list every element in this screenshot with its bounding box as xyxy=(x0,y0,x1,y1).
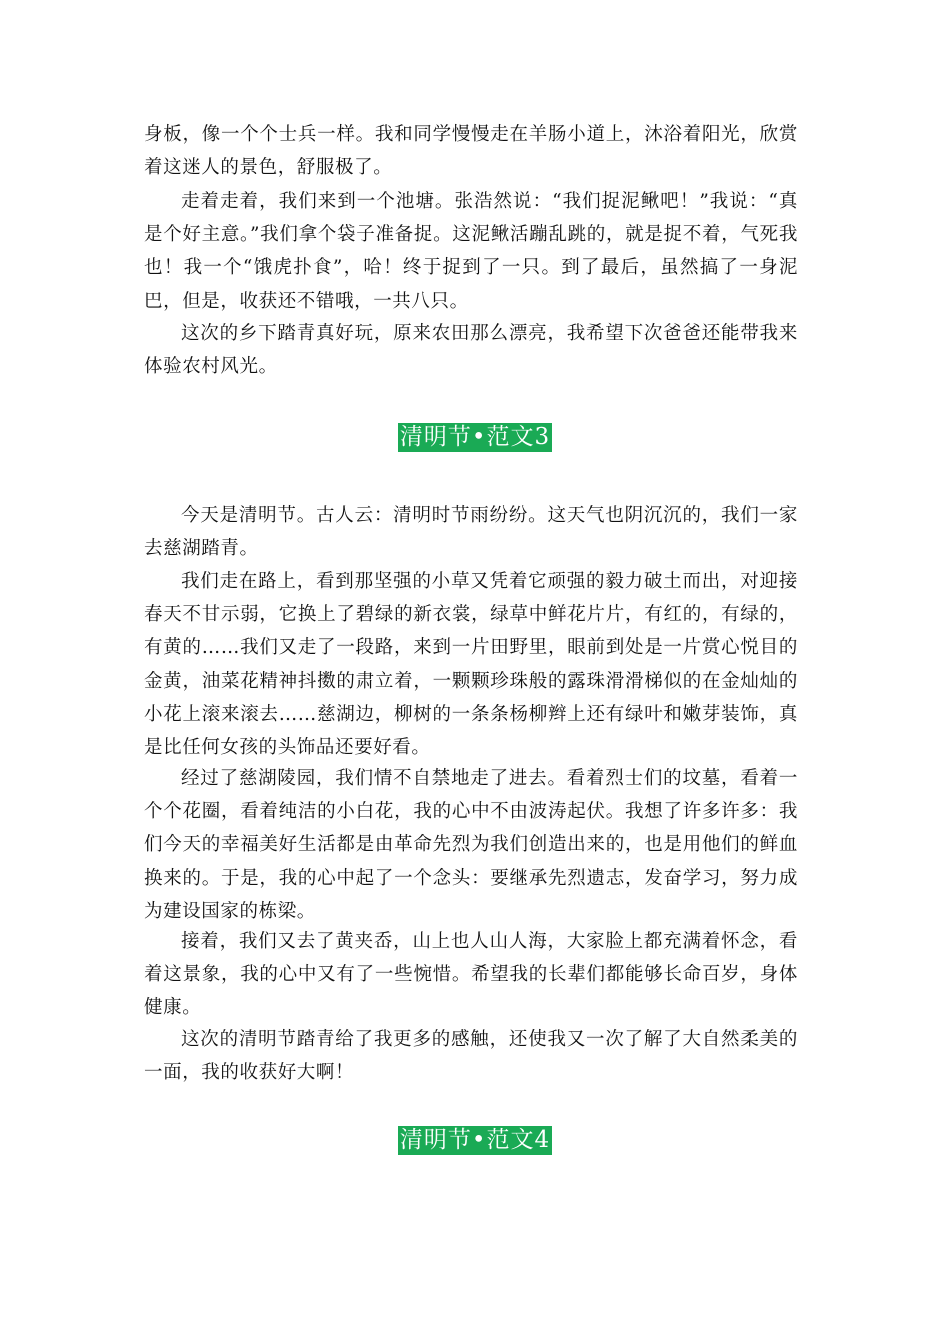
section-heading-wrap xyxy=(0,1126,950,1155)
section-heading-wrap xyxy=(0,423,950,452)
paragraph: 今天是清明节。古人云：清明时节雨纷纷。这天气也阴沉沉的，我们一家去慈湖踏青。 xyxy=(144,505,798,560)
paragraph: 我们走在路上，看到那坚强的小草又凭着它顽强的毅力破土而出，对迎接春天不甘示弱，它换上了碧绿的新衣裳，绿草中鲜花片片，有红的，有绿的，有黄的……我们又走了一段路，来到一片田野里，眼前到处是一片赏心悦目的金黄，油菜花精神抖擞的肃立着，一颗颗珍珠般的露珠滑滑梯似的在金灿灿的小花上滚来滚去……慈湖边，柳树的一条条杨柳辫上还有绿叶和嫩芽装饰，真是比任何女孩的头饰品还要好看。 xyxy=(144,571,798,759)
section-heading: 清明节•范文4 xyxy=(399,1127,551,1153)
paragraph: 这次的乡下踏青真好玩，原来农田那么漂亮，我希望下次爸爸还能带我来体验农村风光。 xyxy=(144,323,798,378)
paragraph: 走着走着，我们来到一个池塘。张浩然说：“我们捉泥鳅吧！”我说：“真是个好主意。”我们拿个袋子准备捉。这泥鳅活蹦乱跳的，就是捉不着，气死我也！我一个“饿虎扑食”，哈！终于捉到了一只。到了最后，虽然搞了一身泥巴，但是，收获还不错哦，一共八只。 xyxy=(144,191,798,312)
paragraph: 经过了慈湖陵园，我们情不自禁地走了进去。看着烈士们的坟墓，看着一个个花圈，看着纯洁的小白花，我的心中不由波涛起伏。我想了许多许多：我们今天的幸福美好生活都是由革命先烈为我们创造出来的，也是用他们的鲜血换来的。于是，我的心中起了一个念头：要继承先烈遗志，发奋学习，努力成为建设国家的栋梁。 xyxy=(144,768,798,922)
section-heading: 清明节•范文3 xyxy=(399,424,551,450)
paragraph: 身板，像一个个士兵一样。我和同学慢慢走在羊肠小道上，沐浴着阳光，欣赏着这迷人的景色，舒服极了。 xyxy=(144,124,798,179)
paragraph: 这次的清明节踏青给了我更多的感触，还使我又一次了解了大自然柔美的一面，我的收获好大啊！ xyxy=(144,1029,798,1084)
paragraph: 接着，我们又去了黄夹岙，山上也人山人海，大家脸上都充满着怀念，看着这景象，我的心中又有了一些惋惜。希望我的长辈们都能够长命百岁，身体健康。 xyxy=(144,931,798,1019)
